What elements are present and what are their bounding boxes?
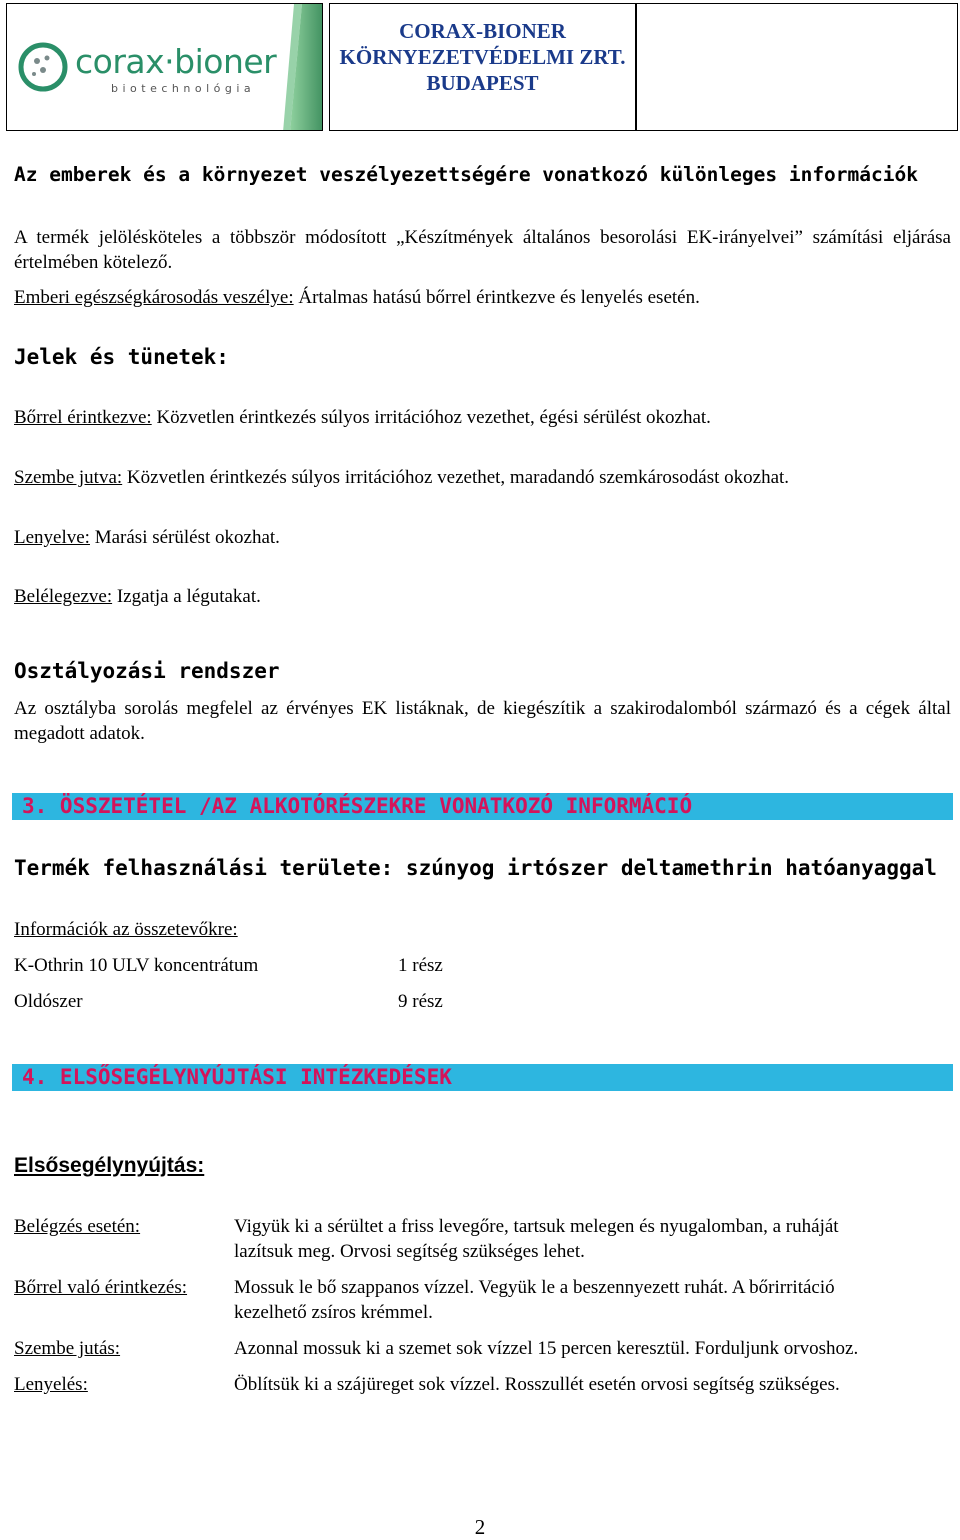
symptom-item [14, 525, 280, 550]
document-header [6, 3, 958, 133]
first-aid-line: Öblítsük ki a szájüreget sok vízzel. Rosszullét esetén orvosi segítség szükséges. [234, 1374, 840, 1395]
company-line: KÖRNYEZETVÉDELMI ZRT. [339, 45, 626, 69]
symptom-label: Lenyelve: [14, 527, 90, 548]
first-aid-line: Mossuk le bő szappanos vízzel. Vegyük le a beszennyezett ruhát. A bőrirritáció [234, 1277, 835, 1298]
symptom-text: Közvetlen érintkezés súlyos irritációhoz vezethet, maradandó szemkárosodást okozhat. [122, 467, 790, 488]
company-line: CORAX-BIONER [399, 19, 566, 43]
section-4-bar: 4. ELSŐSEGÉLYNYÚJTÁSI INTÉZKEDÉSEK [12, 1064, 953, 1091]
logo-brand-text: corax·bioner [75, 42, 277, 81]
first-aid-label: Szembe jutás: [14, 1338, 121, 1359]
first-aid-text [234, 1336, 954, 1361]
symptom-text: Izgatja a légutakat. [112, 586, 261, 607]
first-aid-text [234, 1275, 954, 1325]
first-aid-text [234, 1372, 954, 1397]
health-hazard-text: Ártalmas hatású bőrrel érintkezve és lenyelés esetén. [293, 287, 700, 308]
symptom-label: Szembe jutva: [14, 467, 123, 488]
symptom-item [14, 465, 789, 490]
header-empty-cell [636, 3, 958, 131]
component-amount: 9 rész [398, 991, 443, 1012]
first-aid-label: Belégzés esetén: [14, 1216, 141, 1237]
classification-title: Osztályozási rendszer [14, 659, 280, 683]
component-name: K-Othrin 10 ULV koncentrátum [14, 955, 259, 976]
first-aid-label: Lenyelés: [14, 1374, 88, 1395]
usage-heading: Termék felhasználási területe: szúnyog irtószer deltamethrin hatóanyaggal [14, 856, 937, 880]
page-number: 2 [474, 1515, 486, 1539]
first-aid-line: kezelhető zsíros krémmel. [234, 1302, 433, 1323]
health-hazard-line [14, 285, 700, 310]
component-name: Oldószer [14, 991, 83, 1012]
symptom-item [14, 405, 711, 430]
logo-tagline: biotechnológia [111, 82, 256, 95]
company-line: BUDAPEST [426, 71, 539, 95]
component-amount: 1 rész [398, 955, 443, 976]
symptom-text: Közvetlen érintkezés súlyos irritációhoz vezethet, égési sérülést okozhat. [151, 407, 711, 428]
first-aid-line: Vigyük ki a sérültet a friss levegőre, tartsuk melegen és nyugalomban, a ruháját [234, 1216, 839, 1237]
symptom-label: Bőrrel érintkezve: [14, 407, 152, 428]
hazards-intro: A termék jelölésköteles a többször módosított „Készítmények általános besorolási EK-irányelvei” számítási eljárása értelmében kötelező. [14, 227, 951, 273]
first-aid-line: lazítsuk meg. Orvosi segítség szükséges lehet. [234, 1241, 585, 1262]
first-aid-line: Azonnal mossuk ki a szemet sok vízzel 15 percen keresztül. Forduljunk orvoshoz. [234, 1338, 859, 1359]
classification-text: Az osztályba sorolás megfelel az érvényes EK listáknak, de kiegészítik a szakirodalomból származó és a cégek által megadott adatok. [14, 698, 951, 744]
company-cell [329, 3, 636, 131]
first-aid-label: Bőrrel való érintkezés: [14, 1277, 188, 1298]
logo-cell [6, 3, 323, 131]
components-label: Információk az összetevőkre: [14, 919, 238, 940]
hazards-title: Az emberek és a környezet veszélyezettségére vonatkozó különleges információk [14, 163, 918, 186]
symptoms-title: Jelek és tünetek: [14, 345, 229, 369]
health-hazard-label: Emberi egészségkárosodás veszélye: [14, 287, 294, 308]
symptom-text: Marási sérülést okozhat. [89, 527, 280, 548]
first-aid-text [234, 1214, 954, 1264]
first-aid-title: Elsősegélynyújtás: [14, 1154, 205, 1177]
section-3-bar: 3. ÖSSZETÉTEL /AZ ALKOTÓRÉSZEKRE VONATKOZÓ INFORMÁCIÓ [12, 793, 953, 820]
symptom-item [14, 584, 261, 609]
symptom-label: Belélegezve: [14, 586, 113, 607]
